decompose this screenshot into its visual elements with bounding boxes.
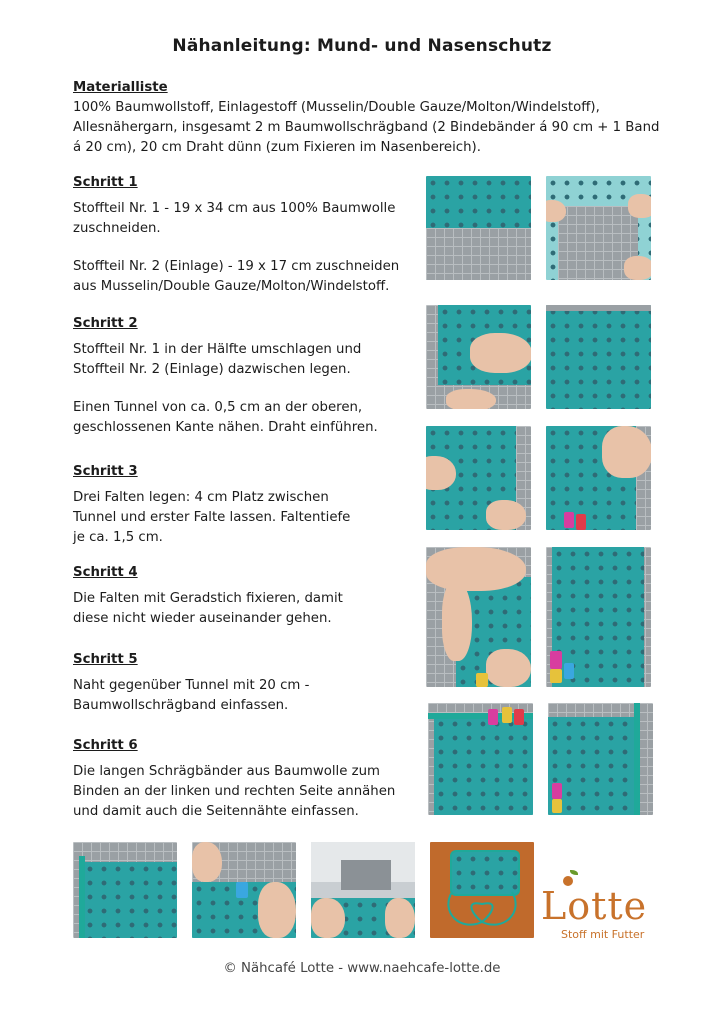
- step-heading: Schritt 1: [73, 175, 138, 190]
- materials-line: 100% Baumwollstoff, Einlagestoff (Musselin/Double Gauze/Molton/Windelstoff),: [73, 100, 600, 115]
- step-6-photo-side-seam: [73, 842, 177, 938]
- text-line: Stoffteil Nr. 2 (Einlage) dazwischen legen.: [73, 362, 351, 377]
- step-heading: Schritt 3: [73, 464, 138, 479]
- step-heading: Schritt 4: [73, 565, 138, 580]
- text-line: und damit auch die Seitennähte einfassen.: [73, 804, 359, 819]
- text-line: Die Falten mit Geradstich fixieren, damit: [73, 591, 343, 606]
- logo-name: Lotte: [541, 884, 648, 928]
- step-heading: Schritt 5: [73, 652, 138, 667]
- leaf-icon: [570, 870, 578, 875]
- page-title: Nähanleitung: Mund- und Nasenschutz: [172, 36, 552, 56]
- step-6: [73, 736, 413, 822]
- materials-heading: Materialliste: [73, 80, 168, 95]
- step-heading: Schritt 2: [73, 316, 138, 331]
- step-paragraph: [73, 589, 403, 629]
- step-2-photo-folding: [426, 305, 531, 409]
- text-line: diese nicht wieder auseinander gehen.: [73, 611, 332, 626]
- step-paragraph: [73, 762, 413, 822]
- step-3: [73, 462, 403, 548]
- text-line: Stoffteil Nr. 1 - 19 x 34 cm aus 100% Baumwolle: [73, 201, 396, 216]
- step-paragraph: [73, 340, 403, 380]
- step-1: [73, 173, 403, 297]
- step-4-photo-pinning: [426, 547, 531, 687]
- step-paragraph: [73, 398, 403, 438]
- step-paragraph: [73, 257, 403, 297]
- text-line: zuschneiden.: [73, 221, 161, 236]
- finished-mask-photo: [430, 842, 534, 938]
- step-2-photo-wire: [426, 426, 531, 530]
- text-line: Einen Tunnel von ca. 0,5 cm an der oberen,: [73, 400, 363, 415]
- step-paragraph: [73, 488, 403, 548]
- text-line: Drei Falten legen: 4 cm Platz zwischen: [73, 490, 329, 505]
- materials-line: á 20 cm), 20 cm Draht dünn (zum Fixieren im Nasenbereich).: [73, 140, 481, 155]
- step-5-photo-binding: [428, 703, 533, 815]
- step-4: [73, 563, 403, 629]
- text-line: Tunnel und erster Falte lassen. Faltentiefe: [73, 510, 351, 525]
- brand-logo: [541, 884, 661, 944]
- text-line: aus Musselin/Double Gauze/Molton/Windelstoff.: [73, 279, 390, 294]
- step-heading: Schritt 6: [73, 738, 138, 753]
- text-line: geschlossenen Kante nähen. Draht einführen.: [73, 420, 378, 435]
- text-line: Naht gegenüber Tunnel mit 20 cm -: [73, 678, 310, 693]
- step-3-photo-folds: [546, 426, 651, 530]
- step-6-photo-binding: [548, 703, 653, 815]
- materials-section: [73, 78, 673, 158]
- text-line: Baumwollschrägband einfassen.: [73, 698, 289, 713]
- logo-tagline: Stoff mit Futter: [561, 928, 645, 941]
- text-line: Die langen Schrägbänder aus Baumwolle zum: [73, 764, 380, 779]
- step-2-photo-folded: [546, 305, 651, 409]
- text-line: je ca. 1,5 cm.: [73, 530, 163, 545]
- text-line: Binden an der linken und rechten Seite annähen: [73, 784, 396, 799]
- step-1-photo-layers: [546, 176, 651, 280]
- step-4-photo-stitched: [546, 547, 651, 687]
- text-line: Stoffteil Nr. 2 (Einlage) - 19 x 17 cm zuschneiden: [73, 259, 400, 274]
- step-2: [73, 314, 403, 438]
- text-line: Stoffteil Nr. 1 in der Hälfte umschlagen und: [73, 342, 362, 357]
- footer-copyright: © Nähcafé Lotte - www.naehcafe-lotte.de: [223, 961, 501, 976]
- step-1-photo-fabric-cut: [426, 176, 531, 280]
- step-6-photo-sewing-machine: [311, 842, 415, 938]
- step-6-photo-clipping: [192, 842, 296, 938]
- step-paragraph: [73, 199, 403, 239]
- materials-line: Allesnähergarn, insgesamt 2 m Baumwollschrägband (2 Bindebänder á 90 cm + 1 Band: [73, 120, 660, 135]
- step-paragraph: [73, 676, 403, 716]
- step-5: [73, 650, 403, 716]
